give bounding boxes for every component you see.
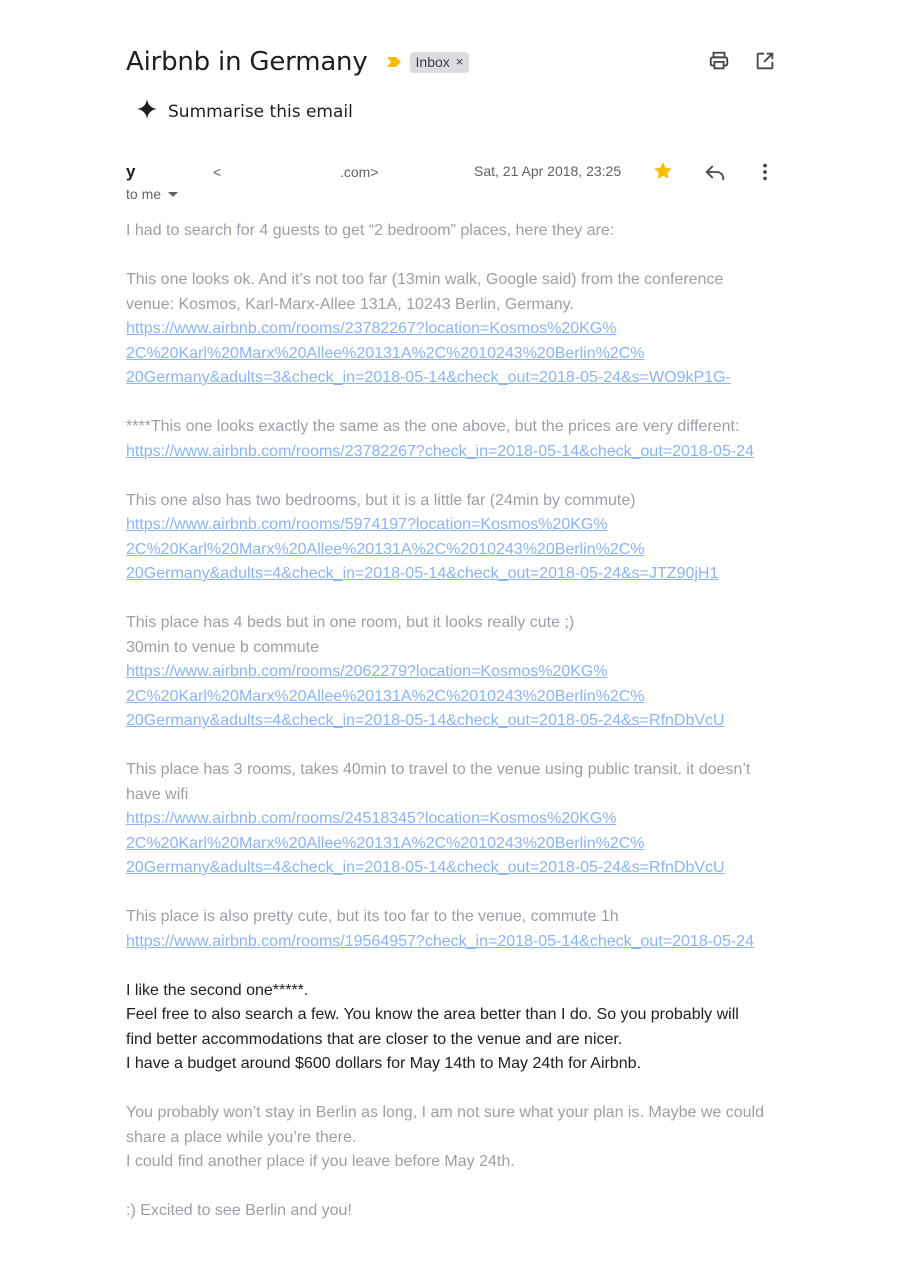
airbnb-link[interactable]: 20Germany&adults=4&check_in=2018-05-14&check_out=2018-05-24&s=JTZ90jH1 xyxy=(126,565,719,582)
listing-3 xyxy=(126,489,786,587)
sender-email-domain: .com> xyxy=(340,164,379,180)
body-text: share a place while you’re there. xyxy=(126,1128,357,1146)
summarise-label: Summarise this email xyxy=(168,101,353,122)
print-icon[interactable] xyxy=(708,50,730,72)
body-text: find better accommodations that are closer to the venue and are nicer. xyxy=(126,1030,623,1048)
airbnb-link[interactable]: 2C%20Karl%20Marx%20Allee%20131A%2C%2010243%20Berlin%2C% xyxy=(126,540,645,558)
body-text: This one looks ok. And it’s not too far (13min walk, Google said) from the conference xyxy=(126,271,724,288)
body-text: I like the second one*****. xyxy=(126,981,309,999)
listing-6 xyxy=(126,905,786,954)
body-text: 30min to venue b commute xyxy=(126,638,319,656)
airbnb-link[interactable]: https://www.airbnb.com/rooms/19564957?check_in=2018-05-14&check_out=2018-05-24 xyxy=(126,932,754,950)
body-text: :) Excited to see Berlin and you! xyxy=(126,1202,352,1219)
sender-name[interactable]: y xyxy=(126,162,136,181)
airbnb-link[interactable]: 2C%20Karl%20Marx%20Allee%20131A%2C%2010243%20Berlin%2C% xyxy=(126,834,645,852)
importance-marker-icon[interactable] xyxy=(386,54,402,70)
body-text: This place has 4 beds but in one room, but it looks really cute ;) xyxy=(126,614,575,631)
body-paragraph xyxy=(126,1101,786,1175)
airbnb-link[interactable]: https://www.airbnb.com/rooms/2062279?location=Kosmos%20KG% xyxy=(126,663,608,680)
airbnb-link[interactable]: https://www.airbnb.com/rooms/5974197?location=Kosmos%20KG% xyxy=(126,516,608,533)
body-text: This place is also pretty cute, but its too far to the venue, commute 1h xyxy=(126,908,619,925)
label-text: Inbox xyxy=(415,53,450,70)
airbnb-link[interactable]: 20Germany&adults=4&check_in=2018-05-14&check_out=2018-05-24&s=RfnDbVcU xyxy=(126,859,725,876)
body-text: venue: Kosmos, Karl-Marx-Allee 131A, 10243 Berlin, Germany. xyxy=(126,295,574,313)
highlighted-paragraph xyxy=(126,979,786,1077)
body-text: This one also has two bedrooms, but it is a little far (24min by commute) xyxy=(126,491,636,509)
sparkle-icon xyxy=(136,98,158,125)
body-text: I could find another place if you leave before May 24th. xyxy=(126,1153,515,1170)
airbnb-link[interactable]: 20Germany&adults=4&check_in=2018-05-14&check_out=2018-05-24&s=RfnDbVcU xyxy=(126,712,725,729)
body-paragraph xyxy=(126,219,786,244)
chevron-down-icon xyxy=(167,186,179,202)
airbnb-link[interactable]: 20Germany&adults=3&check_in=2018-05-14&check_out=2018-05-24&s=WO9kP1G- xyxy=(126,369,731,386)
listing-5 xyxy=(126,758,786,881)
star-icon[interactable] xyxy=(652,160,674,182)
listing-2 xyxy=(126,415,786,464)
listing-4 xyxy=(126,611,786,734)
airbnb-link[interactable]: https://www.airbnb.com/rooms/23782267?location=Kosmos%20KG% xyxy=(126,320,617,337)
airbnb-link[interactable]: 2C%20Karl%20Marx%20Allee%20131A%2C%2010243%20Berlin%2C% xyxy=(126,687,645,705)
listing-1 xyxy=(126,268,786,391)
airbnb-link[interactable]: 2C%20Karl%20Marx%20Allee%20131A%2C%2010243%20Berlin%2C% xyxy=(126,344,645,362)
body-text: ****This one looks exactly the same as the one above, but the prices are very different: xyxy=(126,418,740,435)
body-text: I have a budget around $600 dollars for May 14th to May 24th for Airbnb. xyxy=(126,1055,641,1072)
message-date: Sat, 21 Apr 2018, 23:25 xyxy=(474,163,622,179)
remove-label-icon[interactable]: × xyxy=(455,54,464,69)
body-text: have wifi xyxy=(126,785,189,803)
inbox-label-chip[interactable] xyxy=(410,52,470,73)
summarise-email-button[interactable] xyxy=(136,98,353,125)
body-text: Feel free to also search a few. You know the area better than I do. So you probably will xyxy=(126,1006,739,1023)
body-paragraph xyxy=(126,1199,786,1224)
top-actions xyxy=(708,50,776,72)
email-body xyxy=(126,219,786,1248)
recipient-details-toggle[interactable] xyxy=(126,186,179,202)
more-options-icon[interactable] xyxy=(754,161,776,183)
subject-row xyxy=(126,42,469,82)
reply-icon[interactable] xyxy=(704,161,726,183)
body-text: You probably won’t stay in Berlin as long, I am not sure what your plan is. Maybe we could xyxy=(126,1104,764,1121)
body-text: I had to search for 4 guests to get “2 bedroom” places, here they are: xyxy=(126,222,615,239)
body-text: This place has 3 rooms, takes 40min to travel to the venue using public transit. it doesn’t xyxy=(126,761,751,778)
message-header xyxy=(126,160,776,184)
recipient-text: to me xyxy=(126,186,162,202)
open-in-new-icon[interactable] xyxy=(754,50,776,72)
sender-email-open: < xyxy=(213,164,222,180)
airbnb-link[interactable]: https://www.airbnb.com/rooms/23782267?check_in=2018-05-14&check_out=2018-05-24 xyxy=(126,442,754,460)
email-subject: Airbnb in Germany xyxy=(126,47,368,77)
airbnb-link[interactable]: https://www.airbnb.com/rooms/24518345?location=Kosmos%20KG% xyxy=(126,810,617,827)
